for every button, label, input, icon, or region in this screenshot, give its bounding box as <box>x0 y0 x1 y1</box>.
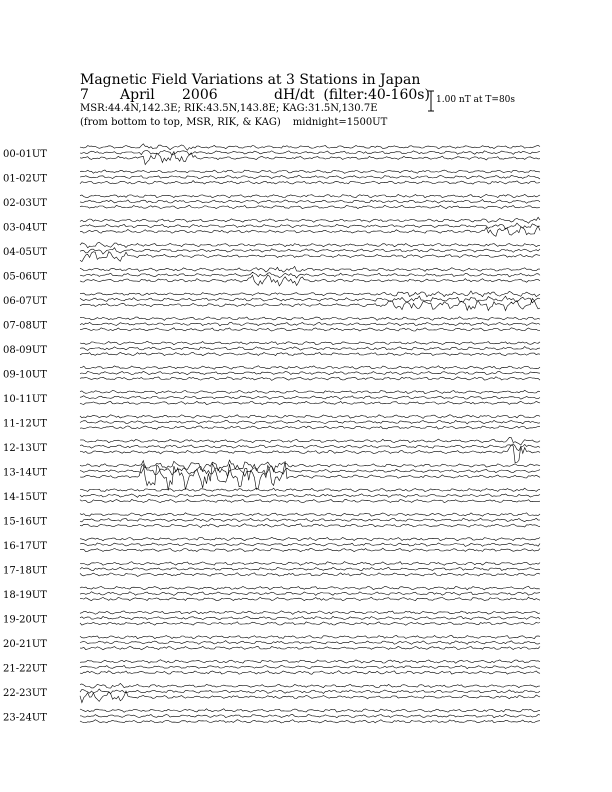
trace-line <box>80 537 540 540</box>
trace-line <box>80 223 540 229</box>
trace-line <box>80 635 540 638</box>
trace-line <box>80 371 540 374</box>
hour-label: 21-22UT <box>3 663 47 675</box>
trace-line <box>80 445 540 463</box>
station-list: MSR:44.4N,142.3E; RIK:43.5N,143.8E; KAG:31.5N,130.7E <box>80 103 378 114</box>
trace-line <box>80 377 540 381</box>
trace-line <box>80 347 540 351</box>
trace-line <box>80 396 540 400</box>
trace-line <box>80 437 540 445</box>
trace-line <box>80 390 540 394</box>
trace-line <box>80 714 540 717</box>
trace-line <box>80 366 540 370</box>
trace-line <box>80 266 540 272</box>
date-month: April <box>120 87 155 103</box>
trace-line <box>80 709 540 713</box>
trace-line <box>80 217 540 223</box>
trace-line <box>80 622 540 626</box>
hour-label: 11-12UT <box>3 418 47 430</box>
trace-line <box>80 562 540 566</box>
hour-label: 04-05UT <box>3 247 47 258</box>
trace-line <box>80 175 540 179</box>
trace-line <box>80 226 540 236</box>
trace-line <box>80 671 540 675</box>
trace-line <box>80 665 540 669</box>
hour-label: 17-18UT <box>3 565 47 577</box>
hour-label: 01-02UT <box>3 173 47 185</box>
trace-line <box>80 499 540 502</box>
hour-label: 05-06UT <box>3 271 47 283</box>
trace-line <box>80 401 540 404</box>
trace-line <box>80 597 540 601</box>
trace-line <box>80 641 540 645</box>
date-day: 7 <box>80 87 89 103</box>
trace-line <box>80 586 540 590</box>
trace-line <box>80 317 540 321</box>
trace-line <box>80 524 540 528</box>
trace-line <box>80 592 540 596</box>
trace-line <box>80 144 540 151</box>
trace-line <box>80 248 540 254</box>
trace-line <box>80 181 540 185</box>
trace-line <box>80 200 540 204</box>
trace-line <box>80 341 540 345</box>
hour-label: 09-10UT <box>3 369 47 381</box>
trace-line <box>80 720 540 723</box>
hour-label: 10-11UT <box>3 394 47 405</box>
chart-title: Magnetic Field Variations at 3 Stations in Japan <box>80 72 421 88</box>
trace-line <box>80 444 540 451</box>
trace-line <box>80 291 540 297</box>
hour-label: 13-14UT <box>3 467 47 479</box>
trace-line <box>80 494 540 498</box>
trace-line <box>80 272 540 278</box>
trace-line <box>80 328 540 331</box>
trace-line <box>80 170 540 173</box>
hour-label: 18-19UT <box>3 590 47 601</box>
hour-label: 23-24UT <box>3 712 47 724</box>
trace-line <box>80 616 540 619</box>
trace-line <box>80 466 540 477</box>
trace-line <box>80 548 540 552</box>
trace-line <box>80 352 540 355</box>
hour-label: 02-03UT <box>3 198 47 209</box>
trace-line <box>80 543 540 546</box>
hour-label: 20-21UT <box>3 639 47 650</box>
trace-line <box>80 252 540 262</box>
hour-label: 12-13UT <box>3 443 47 454</box>
hour-label: 08-09UT <box>3 345 47 356</box>
trace-line <box>80 152 540 165</box>
trace-line <box>80 322 540 326</box>
trace-line <box>80 426 540 429</box>
hour-label: 15-16UT <box>3 516 47 528</box>
hour-label: 14-15UT <box>3 492 47 503</box>
hour-label: 00-01UT <box>3 149 47 160</box>
trace-line <box>80 420 540 424</box>
hour-label: 03-04UT <box>3 222 47 234</box>
midnight-note: midnight=1500UT <box>292 117 388 128</box>
trace-line <box>80 567 540 571</box>
trace-line <box>80 611 540 615</box>
trace-line <box>80 683 540 688</box>
trace-line <box>80 296 540 303</box>
trace-line <box>80 205 540 209</box>
trace-line <box>80 646 540 650</box>
trace-line <box>80 150 540 155</box>
trace-line <box>80 689 540 694</box>
scale-label: 1.00 nT at T=80s <box>436 95 516 105</box>
trace-line <box>80 513 540 516</box>
trace-line <box>80 691 540 703</box>
hour-label: 07-08UT <box>3 320 47 332</box>
trace-line <box>80 488 540 492</box>
trace-line <box>80 660 540 664</box>
filter-label: (filter:40-160s) <box>323 87 430 103</box>
hour-label: 19-20UT <box>3 614 47 626</box>
trace-line <box>80 518 540 522</box>
trace-line <box>80 299 540 311</box>
hour-label: 16-17UT <box>3 541 47 552</box>
trace-line <box>80 573 540 577</box>
order-text: (from bottom to top, MSR, RIK, & KAG) <box>80 117 281 128</box>
trace-line <box>80 275 540 286</box>
trace-line <box>80 415 540 419</box>
trace-line <box>80 242 540 248</box>
quantity-label: dH/dt <box>274 87 315 103</box>
date-year: 2006 <box>182 87 218 103</box>
trace-line <box>80 194 540 197</box>
hour-label: 22-23UT <box>3 688 47 699</box>
hour-label: 06-07UT <box>3 296 47 307</box>
